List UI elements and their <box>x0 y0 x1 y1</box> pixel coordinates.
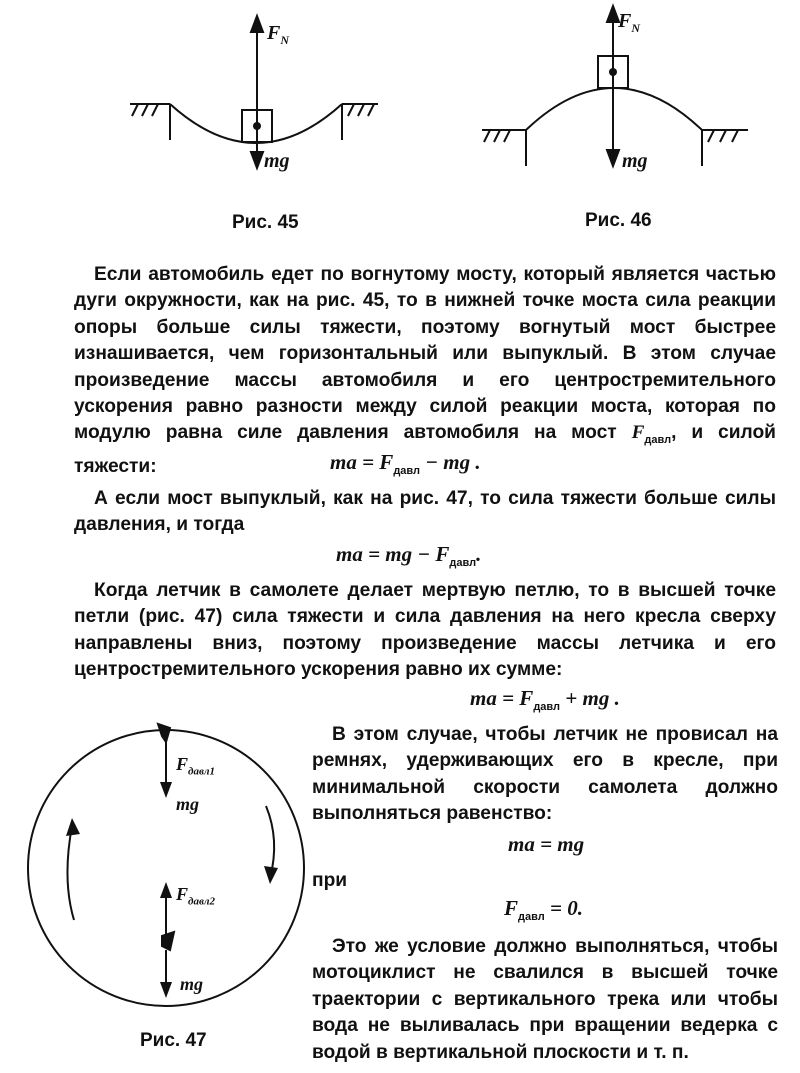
paragraph-concave-bridge: Если автомобиль едет по вогнутому мосту, который является частью дуги окружности, как на рис. 45, то в нижней точке моста сила реакции опоры больше силы тяжести, поэтому вогнутый мост быстрее изнашивается, чем горизонтальный или выпуклый. В этом случае произведение массы автомобиля и его центростремительного ускорения равно разности между силой реакции моста, которая по модулю равна силе давления автомобиля на мост $F_{давл}$, и силой тяжести: <box>74 264 776 477</box>
paragraph-convex-bridge: А если мост выпуклый, как на рис. 47, то сила тяжести больше силы давления, и тогда <box>74 488 776 536</box>
fig46-gravity-label: mg <box>622 150 648 172</box>
fig45-normal-force-label: $F_N$ <box>267 22 290 47</box>
figure-47-vertical-loop <box>30 710 300 1020</box>
figure-45-concave-bridge <box>120 0 380 200</box>
formula-equality: ma = mg <box>508 832 585 856</box>
fig47-top-force-label: $F_{давл1}$ <box>176 754 216 778</box>
formula-concave: ma = $F_{давл}$ − mg . <box>330 450 481 478</box>
formula-loop-top: ma = $F_{давл}$ + mg . <box>470 686 620 714</box>
fig45-gravity-label: mg <box>264 150 290 172</box>
fig46-caption: Рис. 46 <box>585 210 652 231</box>
fig47-bottom-gravity-label: mg <box>180 974 204 994</box>
fig45-caption: Рис. 45 <box>232 212 299 233</box>
formula-zero-pressure: $F_{давл} = 0$. <box>504 896 583 924</box>
formula-convex: ma = mg − $F_{давл}$. <box>336 542 482 570</box>
fig47-caption: Рис. 47 <box>140 1030 207 1051</box>
paragraph-dead-loop: Когда летчик в самолете делает мертвую петлю, то в высшей точке петли (рис. 47) сила тяжести и сила давления на него кресла сверху направлены вниз, поэтому произведение массы летчика и его центростремительного ускорения равно их сумме: <box>74 580 776 681</box>
paragraph-motorcyclist: Это же условие должно выполняться, чтобы мотоциклист не свалился в высшей точке траектории с вертикального трека или чтобы вода не выливалась при вращении ведерка с водой в вертикальной плоскости и т. п. <box>312 936 778 1063</box>
paragraph-pilot-condition: В этом случае, чтобы летчик не провисал на ремнях, удерживающих его в кресле, при минимальной скорости самолета должно выполняться равенство: <box>312 724 778 825</box>
paragraph-when: при <box>312 870 348 891</box>
fig46-normal-force-label: $F_N$ <box>618 10 641 35</box>
fig47-top-gravity-label: mg <box>176 794 200 814</box>
fig47-bottom-force-label: $F_{давл2}$ <box>176 884 216 908</box>
